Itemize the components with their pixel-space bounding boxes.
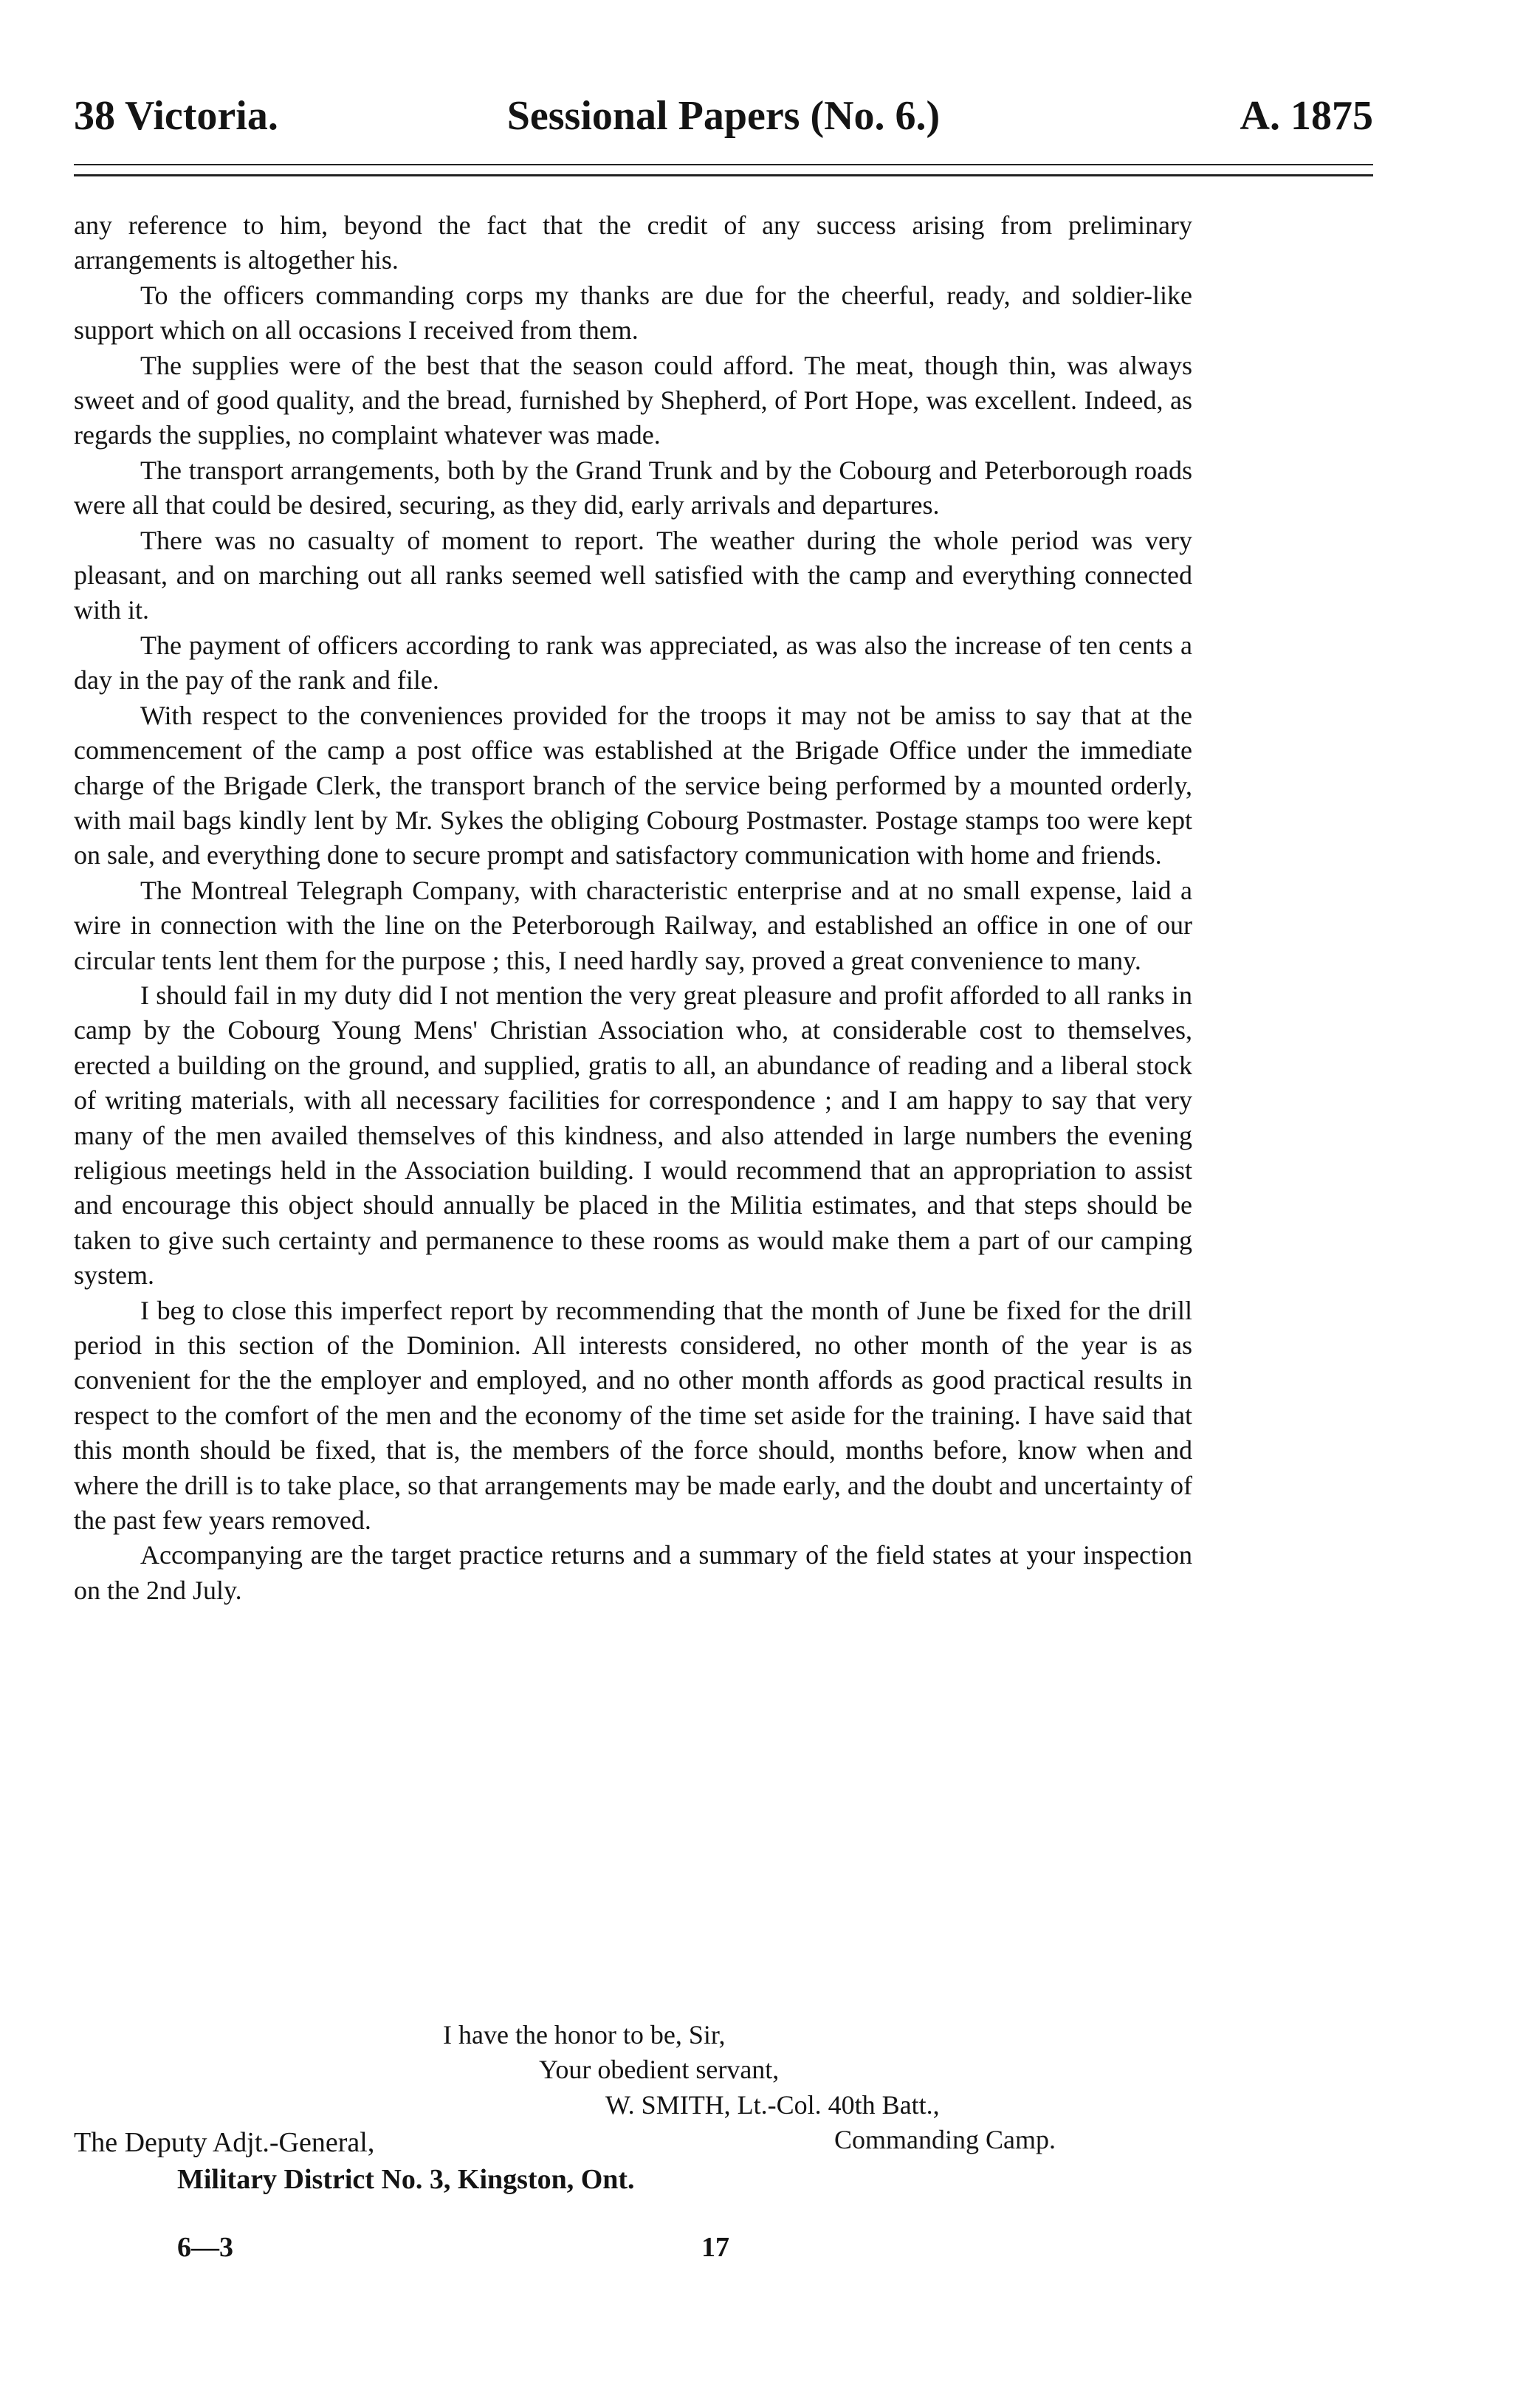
paragraph: The supplies were of the best that the season could afford. The meat, though thin, was always sweet and of good quality, and the bread, furnished by Shepherd, of Port Hope, was excellent. Indeed, as regards the supplies, no complaint whatever was made. bbox=[74, 350, 1192, 450]
paragraph: There was no casualty of moment to report. The weather during the whole period was very pleasant, and on marching out all ranks seemed well satisfied with the camp and everything connected with it. bbox=[74, 525, 1192, 625]
paragraph: The transport arrangements, both by the Grand Trunk and by the Cobourg and Peterborough roads were all that could be desired, securing, as they did, early arrivals and departures. bbox=[74, 455, 1192, 521]
series-title: Sessional Papers (No. 6.) bbox=[506, 93, 941, 139]
paragraph: Accompanying are the target practice returns and a summary of the field states at your inspection on the 2nd July. bbox=[74, 1540, 1192, 1605]
paragraph: any reference to him, beyond the fact that the credit of any success arising from preliminary arrangements is altogether his. bbox=[74, 210, 1192, 275]
valediction-line: I have the honor to be, Sir, bbox=[443, 2020, 726, 2050]
paragraph: I should fail in my duty did I not mention the very great pleasure and profit afforded to all ranks in camp by the Cobourg Young Mens' Christian Association who, at considerable cost to themselves, erected a building on the ground, and supplied, gratis to all, an abundance of reading and a liberal stock of writing materials, with all necessary facilities for correspondence ; and I am happy to say that very many of the men availed themselves of this kindness, and also attended in large numbers the evening religious meetings held in the Association building. I would recommend that an appropriation to assist and encourage this object should annually be placed in the Militia estimates, and that steps should be taken to give such certainty and permanence to these rooms as would make them a part of our camping system. bbox=[74, 980, 1192, 1291]
signatory-title: Commanding Camp. bbox=[834, 2125, 1056, 2154]
paragraph: The Montreal Telegraph Company, with characteristic enterprise and at no small expense, laid a wire in connection with the line on the Peterborough Railway, and established an office in one of our circular tents lent them for the purpose ; this, I need hardly say, proved a great convenience to many. bbox=[74, 875, 1192, 975]
paragraph: With respect to the conveniences provided for the troops it may not be amiss to say that at the commencement of the camp a post office was established at the Brigade Office under the immediate charge of the Brigade Clerk, the transport branch of the service being performed by a mounted orderly, with mail bags kindly lent by Mr. Sykes the obliging Cobourg Postmaster. Postage stamps too were kept on sale, and everything done to secure prompt and satisfactory communication with home and friends. bbox=[74, 700, 1192, 870]
running-header bbox=[74, 92, 1373, 151]
paragraph: To the officers commanding corps my thanks are due for the cheerful, ready, and soldier-like support which on all occasions I received from them. bbox=[74, 280, 1192, 346]
paragraph: The payment of officers according to rank was appreciated, as was also the increase of ten cents a day in the pay of the rank and file. bbox=[74, 630, 1192, 695]
volume-label: 38 Victoria. bbox=[74, 93, 278, 139]
header-rule-double bbox=[74, 174, 1373, 176]
header-rule bbox=[74, 164, 1373, 165]
document-number: 6—3 bbox=[177, 2232, 233, 2263]
year-label: A. 1875 bbox=[1240, 93, 1373, 139]
addressee-line: Military District No. 3, Kingston, Ont. bbox=[177, 2164, 635, 2195]
addressee-line: The Deputy Adjt.-General, bbox=[74, 2127, 375, 2158]
valediction-line: Your obedient servant, bbox=[539, 2055, 780, 2084]
paragraph: I beg to close this imperfect report by recommending that the month of June be fixed for the drill period in this section of the Dominion. All interests considered, no other month of the year is as convenient for the the employer and employed, and no other month affords as good practical results in respect to the comfort of the men and the economy of the time set aside for the training. I have said that this month should be fixed, that is, the members of the force should, months before, know when and where the drill is to take place, so that arrangements may be made early, and the doubt and uncertainty of the past few years removed. bbox=[74, 1295, 1192, 1536]
report-body bbox=[74, 208, 1192, 1608]
signature: W. SMITH, Lt.-Col. 40th Batt., bbox=[605, 2090, 940, 2120]
page-number: 17 bbox=[701, 2232, 729, 2263]
